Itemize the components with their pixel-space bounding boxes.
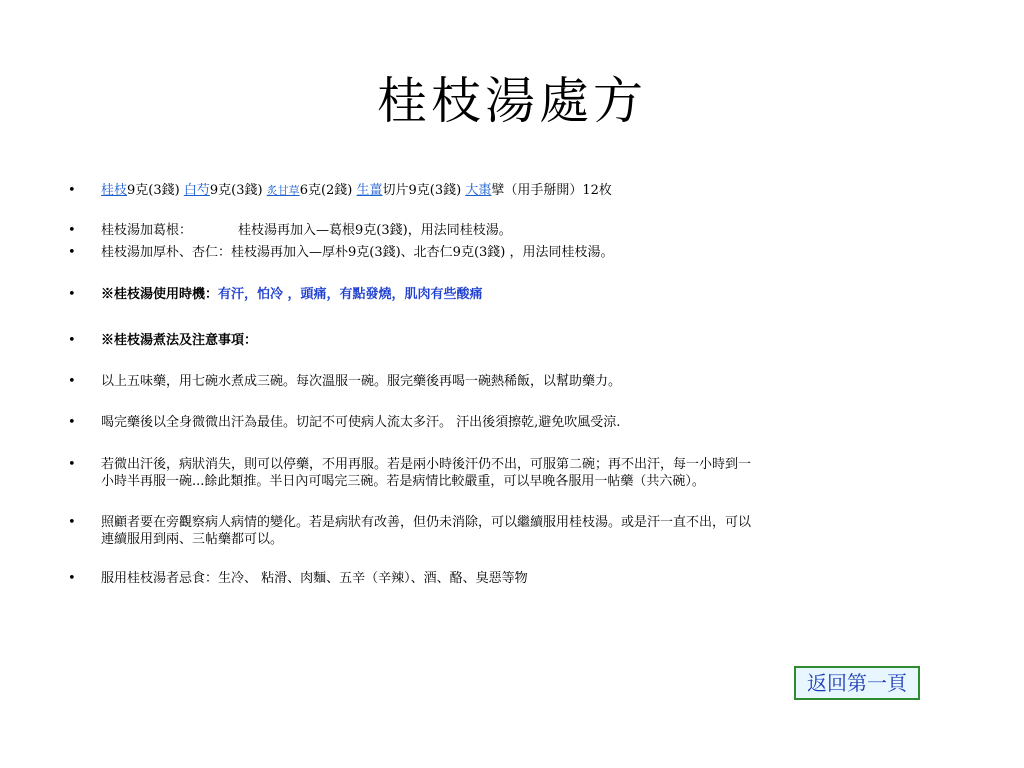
caregiver-line2: 連續服用到兩、三帖藥都可以。 xyxy=(101,532,284,547)
diet-text: 服用桂枝湯者忌食：生冷、 粘滑、肉麵、五辛（辛辣）、酒、酪、臭惡等物 xyxy=(101,571,528,586)
bullet-icon: • xyxy=(68,515,76,530)
page-title: 桂枝湯處方 xyxy=(377,72,647,130)
bullet-icon: • xyxy=(68,245,76,260)
usage-label: ※桂枝湯使用時機： xyxy=(101,287,219,302)
link-guizhi[interactable]: 桂枝 xyxy=(101,183,128,198)
link-zhigancao[interactable]: 炙甘草 xyxy=(266,184,300,197)
bullet-icon: • xyxy=(68,287,76,302)
method-heading: ※桂枝湯煮法及注意事項： xyxy=(101,333,258,348)
houpo-text: 桂枝湯加厚朴、杏仁：桂枝湯再加入—厚朴9克(3錢)、北杏仁9克(3錢) ，用法同桂枝湯。 xyxy=(101,245,614,260)
sweating-text: 喝完藥後以全身微微出汗為最佳。切記不可使病人流太多汗。 汗出後須擦乾,避免吹風受涼. xyxy=(101,415,621,430)
bullet-icon: • xyxy=(68,457,76,472)
caregiver-line1: 照顧者要在旁觀察病人病情的變化。若是病狀有改善，但仍未消除，可以繼續服用桂枝湯。或是汗一直不出，可以 xyxy=(101,515,752,530)
back-to-first-page-button[interactable]: 返回第一頁 xyxy=(794,666,920,700)
bullet-icon: • xyxy=(68,415,76,430)
gegen-label: 桂枝湯加葛根： xyxy=(101,223,193,238)
bullet-icon: • xyxy=(68,333,76,348)
cooking-text: 以上五味藥，用七碗水煮成三碗。每次溫服一碗。服完藥後再喝一碗熱稀飯，以幫助藥力。 xyxy=(101,374,622,389)
bullet-icon: • xyxy=(68,374,76,389)
bullet-icon: • xyxy=(68,183,76,198)
gegen-text: 桂枝湯再加入—葛根9克(3錢)，用法同桂枝湯。 xyxy=(238,223,512,238)
link-dazao[interactable]: 大棗 xyxy=(465,183,492,198)
bullet-icon: • xyxy=(68,571,76,586)
dosage-rules-line2: 小時半再服一碗...餘此類推。半日內可喝完三碗。若是病情比較嚴重，可以早晚各服用一帖藥（共六碗）。 xyxy=(101,474,705,489)
bullet-icon: • xyxy=(68,223,76,238)
link-shengjiang[interactable]: 生薑 xyxy=(356,183,383,198)
link-baishao[interactable]: 白芍 xyxy=(183,183,210,198)
usage-text: 有汗，怕冷 ，頭痛，有點發燒，肌肉有些酸痛 xyxy=(218,287,483,302)
dosage-rules-line1: 若微出汗後，病狀消失，則可以停藥，不用再服。若是兩小時後汗仍不出，可服第二碗；再不出汗，每一小時到一 xyxy=(101,457,752,472)
